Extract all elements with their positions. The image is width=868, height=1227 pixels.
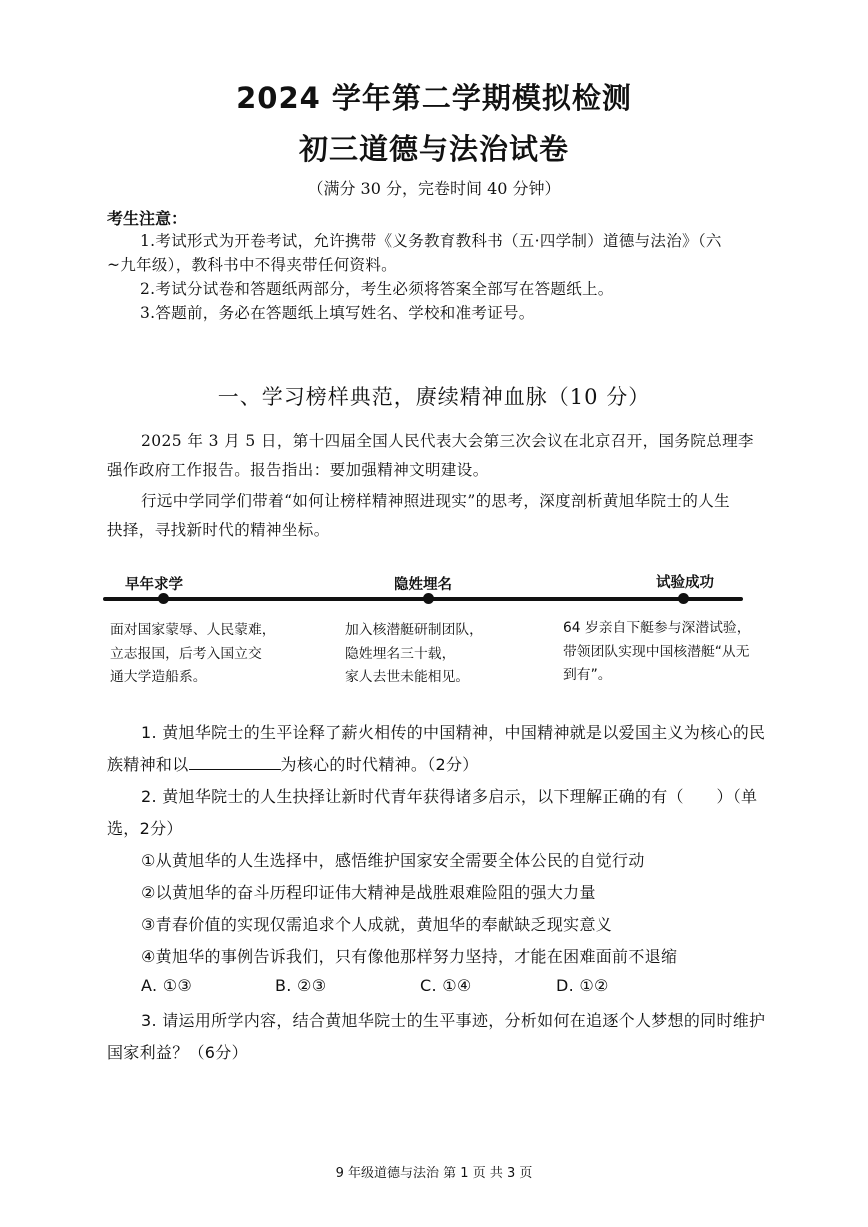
notice-line: 2.考试分试卷和答题纸两部分，考生必须将答案全部写在答题纸上。 xyxy=(140,280,614,298)
question-2-line: 2. 黄旭华院士的人生抉择让新时代青年获得诸多启示，以下理解正确的有（ ）（单 xyxy=(141,787,758,806)
timeline-description xyxy=(110,619,276,690)
question-1-line xyxy=(107,752,479,775)
answer-blank xyxy=(189,755,281,770)
timeline-description-line: 隐姓埋名三十载， xyxy=(345,645,456,662)
timeline-description-line: 到有”。 xyxy=(563,667,612,683)
timeline-dot xyxy=(158,593,169,604)
exam-subtitle: 初三道德与法治试卷 xyxy=(298,132,569,166)
exam-title: 2024 学年第二学期模拟检测 xyxy=(236,81,632,115)
timeline-label: 试验成功 xyxy=(656,575,714,591)
timeline-dot xyxy=(423,593,434,604)
section-title: 一、学习榜样典范，赓续精神血脉（10 分） xyxy=(217,385,651,409)
timeline-description-line: 带领团队实现中国核潜艇“从无 xyxy=(563,643,750,660)
timeline-description-line: 通大学造船系。 xyxy=(110,669,207,685)
question-1-line: 1. 黄旭华院士的生平诠释了薪火相传的中国精神，中国精神就是以爱国主义为核心的民 xyxy=(141,723,766,742)
question-1-text: 族精神和以 xyxy=(107,755,189,774)
notice-line: 1.考试形式为开卷考试，允许携带《义务教育教科书（五·四学制）道德与法治》（六 xyxy=(140,232,722,250)
timeline-description-line: 面对国家蒙辱、人民蒙难， xyxy=(110,622,276,638)
timeline-description-line: 家人去世未能相见。 xyxy=(345,669,470,685)
question-2-option-b: B. ②③ xyxy=(275,976,327,995)
question-2-line: 选，2分） xyxy=(107,819,183,838)
page-footer: 9 年级道德与法治 第 1 页 共 3 页 xyxy=(335,1166,533,1181)
question-3-line: 国家利益？（6分） xyxy=(107,1043,248,1062)
notice-line: ~九年级），教科书中不得夹带任何资料。 xyxy=(107,256,397,274)
timeline-label: 隐姓埋名 xyxy=(394,577,452,593)
question-1-text: 为核心的时代精神。（2分） xyxy=(280,755,479,774)
question-2-statement: ④黄旭华的事例告诉我们，只有像他那样努力坚持，才能在困难面前不退缩 xyxy=(141,947,678,966)
timeline-label: 早年求学 xyxy=(125,577,183,593)
intro-line: 抉择，寻找新时代的精神坐标。 xyxy=(107,521,330,539)
timeline-description xyxy=(345,619,483,690)
notice-heading: 考生注意： xyxy=(107,209,188,228)
question-2-option-c: C. ①④ xyxy=(420,976,472,995)
question-2-statement: ①从黄旭华的人生选择中，感悟维护国家安全需要全体公民的自觉行动 xyxy=(141,851,645,870)
question-2-option-d: D. ①② xyxy=(556,976,609,995)
score-info: （满分 30 分，完卷时间 40 分钟） xyxy=(307,179,561,198)
question-3-line: 3. 请运用所学内容，结合黄旭华院士的生平事迹，分析如何在追逐个人梦想的同时维护 xyxy=(141,1011,766,1030)
question-2-statement: ②以黄旭华的奋斗历程印证伟大精神是战胜艰难险阻的强大力量 xyxy=(141,883,596,902)
intro-line: 2025 年 3 月 5 日，第十四届全国人民代表大会第三次会议在北京召开，国务院总理李 xyxy=(141,432,754,450)
intro-line: 行远中学同学们带着“如何让榜样精神照进现实”的思考，深度剖析黄旭华院士的人生 xyxy=(141,492,731,510)
timeline-description-line: 立志报国，后考入国立交 xyxy=(110,645,262,662)
timeline-description-line: 64 岁亲自下艇参与深潜试验， xyxy=(563,620,751,636)
timeline-description-line: 加入核潜艇研制团队， xyxy=(345,622,483,638)
timeline-description xyxy=(563,617,751,688)
question-2-option-a: A. ①③ xyxy=(141,976,193,995)
timeline-dot xyxy=(678,593,689,604)
intro-line: 强作政府工作报告。报告指出：要加强精神文明建设。 xyxy=(107,461,489,479)
question-2-statement: ③青春价值的实现仅需追求个人成就，黄旭华的奉献缺乏现实意义 xyxy=(141,915,613,934)
notice-line: 3.答题前，务必在答题纸上填写姓名、学校和准考证号。 xyxy=(140,304,535,322)
